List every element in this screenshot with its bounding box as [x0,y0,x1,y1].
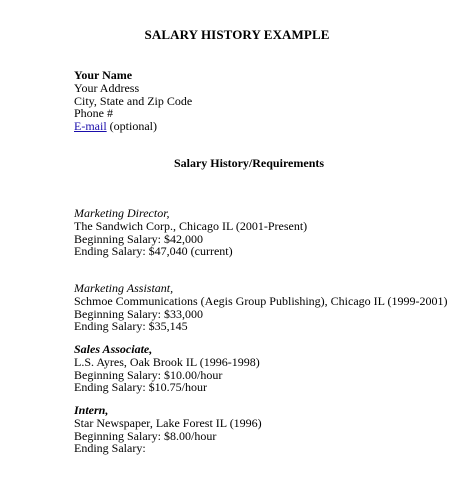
job-role: Marketing Assistant, [74,281,174,295]
job-entry [74,207,307,258]
job-ending-salary: Ending Salary: [74,441,146,456]
job-entry [74,404,262,455]
email-note: (optional) [106,119,157,134]
job-beginning-salary: Beginning Salary: $33,000 [74,306,203,321]
job-role: Intern, [74,403,109,417]
email-link[interactable]: E-mail [74,119,107,134]
document-title: SALARY HISTORY EXAMPLE [144,27,330,42]
job-ending-salary: Ending Salary: $35,145 [74,319,188,334]
contact-phone: Phone # [74,106,113,121]
contact-block [74,69,192,133]
contact-address: Your Address [74,80,140,95]
job-beginning-salary: Beginning Salary: $10.00/hour [74,367,223,382]
section-heading: Salary History/Requirements [173,156,325,170]
job-entry [74,282,448,333]
job-role: Sales Associate, [74,342,153,356]
job-ending-salary: Ending Salary: $47,040 (current) [74,244,233,259]
job-role: Marketing Director, [74,206,170,220]
job-entry [74,343,260,394]
job-beginning-salary: Beginning Salary: $8.00/hour [74,428,217,443]
contact-city-state-zip: City, State and Zip Code [74,93,193,108]
job-ending-salary: Ending Salary: $10.75/hour [74,380,207,395]
contact-email-line [74,120,192,133]
job-company: Star Newspaper, Lake Forest IL (1996) [74,415,262,430]
job-company: Schmoe Communications (Aegis Group Publishing), Chicago IL (1999-2001) [74,293,448,308]
contact-name: Your Name [74,68,133,82]
job-beginning-salary: Beginning Salary: $42,000 [74,231,203,246]
job-company: L.S. Ayres, Oak Brook IL (1996-1998) [74,354,260,369]
job-company: The Sandwich Corp., Chicago IL (2001-Present) [74,218,308,233]
